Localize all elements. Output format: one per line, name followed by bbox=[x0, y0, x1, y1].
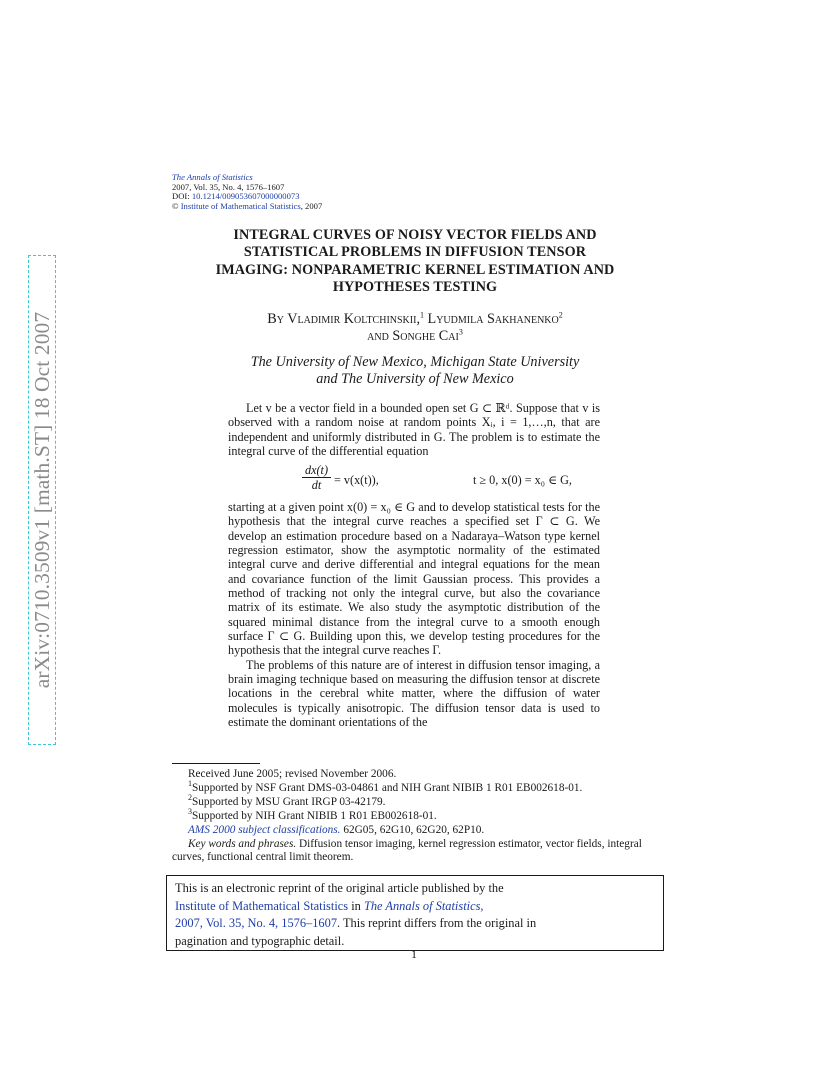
affiliation: The University of New Mexico, Michigan State University and The University of New Mexico bbox=[250, 354, 580, 388]
abstract-paragraph-1: Let v be a vector field in a bounded open set G ⊂ ℝᵈ. Suppose that v is observed with a random noise at random points Xᵢ, i = 1,…,n, that are independent and uniformly distributed in G. The problem is to estimate the integral curve of the differential equation bbox=[228, 401, 600, 459]
author-list: By Vladimir Koltchinskii,$^1$ Lyudmila Sakhanenko$^2$ and Songhe Cai$^3$ bbox=[267, 310, 563, 345]
ams-classification: AMS 2000 subject classifications. 62G05, 62G10, 62G20, 62P10. bbox=[188, 823, 485, 836]
author-cai: Songhe Cai bbox=[392, 328, 459, 345]
copyright-line: © Institute of Mathematical Statistics, 2007 bbox=[172, 200, 323, 211]
doi-link[interactable]: 10.1214/009053607000000073 bbox=[191, 191, 300, 202]
arxiv-stamp-text: arXiv:0710.3509v1 [math.ST] 18 Oct 2007 bbox=[28, 255, 56, 745]
received-date: Received June 2005; revised November 2006. bbox=[188, 768, 397, 780]
arxiv-stamp bbox=[28, 255, 56, 745]
journal-link-reprint[interactable]: The Annals of Statistics bbox=[363, 898, 481, 913]
publisher-link[interactable]: Institute of Mathematical Statistics bbox=[175, 898, 349, 913]
equation-rhs: = v(x(t)), bbox=[334, 473, 379, 487]
journal-link[interactable]: The Annals of Statistics bbox=[172, 172, 253, 182]
footnote-2: $^2$Supported by MSU Grant IRGP 03-42179. bbox=[188, 793, 386, 808]
footnote-mark-1: 1 bbox=[420, 310, 424, 320]
abstract-paragraph-2: The problems of this nature are of interest in diffusion tensor imaging, a brain imaging technique based on measuring the diffusion tensor at discrete locations in the cerebral white matter, where the diffusion of water molecules is typically anisotropic. The diffusion tensor data is used to estimate the dominant orientations of the bbox=[228, 657, 600, 730]
paper-title: INTEGRAL CURVES OF NOISY VECTOR FIELDS AND STATISTICAL PROBLEMS IN DIFFUSION TENSOR IMAGING: NONPARAMETRIC KERNEL ESTIMATION AND HYPOTHESES TESTING bbox=[215, 227, 615, 296]
equation-condition: t ≥ 0, x(0) = x₀ ∈ G, bbox=[473, 473, 572, 487]
display-equation bbox=[228, 464, 600, 498]
ams-link[interactable]: AMS 2000 subject classifications. bbox=[188, 823, 341, 836]
citation-link[interactable]: 2007, Vol. 35, No. 4, 1576–1607 bbox=[175, 916, 338, 931]
reprint-notice: This is an electronic reprint of the original article published by the Institute of Mathematical Statistics in The Annals of Statistics, 2007, Vol. 35, No. 4, 1576–1607. This reprint differs from the original in pagination and typographic detail. bbox=[166, 875, 664, 951]
abstract-continuation: starting at a given point x(0) = x₀ ∈ G and to develop statistical tests for the hypothesis that the integral curve reaches a specified set Γ ⊂ G. We develop an estimation procedure based on a Nadaraya–Watson type kernel regression estimator, show the asymptotic normality of the estimated integral curve and derive differential and integral equations for the mean and covariance function of the limit Gaussian process. This provides a method of tracking not only the integral curve, but also the covariance matrix of its estimate. We also study the asymptotic distribution of the squared minimal distance from the integral curve to a smooth enough surface Γ ⊂ G. Building upon this, we develop testing procedures for the hypothesis that the integral curve reaches Γ. The problems of this nature are of interest in diffusion tensor imaging, a brain imaging technique based on measuring the diffusion tensor at discrete locations in the cerebral white matter, where the diffusion of water molecules is typically anisotropic. The diffusion tensor data is used to estimate the dominant orientations of the bbox=[228, 500, 600, 730]
derivative-fraction: $\frac{dx(t)}{dt}$ bbox=[302, 463, 331, 493]
journal-header bbox=[172, 173, 322, 211]
doi-line: DOI: 10.1214/009053607000000073 bbox=[172, 191, 300, 202]
page-number: 1 bbox=[411, 947, 417, 961]
author-sakhanenko: Lyudmila Sakhanenko bbox=[427, 311, 559, 327]
footnote-mark-2: 2 bbox=[558, 310, 563, 320]
footnote-mark-3: 3 bbox=[458, 327, 463, 337]
volume-info: 2007, Vol. 35, No. 4, 1576–1607 bbox=[172, 181, 285, 192]
copyright-link[interactable]: Institute of Mathematical Statistics bbox=[180, 200, 301, 211]
footnote-rule bbox=[172, 763, 260, 764]
footnote-1: $^1$Supported by NSF Grant DMS-03-04861 and NIH Grant NIBIB 1 R01 EB002618-01. bbox=[188, 779, 583, 794]
author-koltchinskii: Vladimir Koltchinskii, bbox=[287, 311, 420, 327]
footnotes bbox=[172, 768, 660, 865]
footnote-3: $^3$Supported by NIH Grant NIBIB 1 R01 EB002618-01. bbox=[188, 806, 437, 822]
keywords: Key words and phrases. Diffusion tensor imaging, kernel regression estimator, vector fields, integral curves, functional central limit theorem. bbox=[172, 837, 642, 864]
